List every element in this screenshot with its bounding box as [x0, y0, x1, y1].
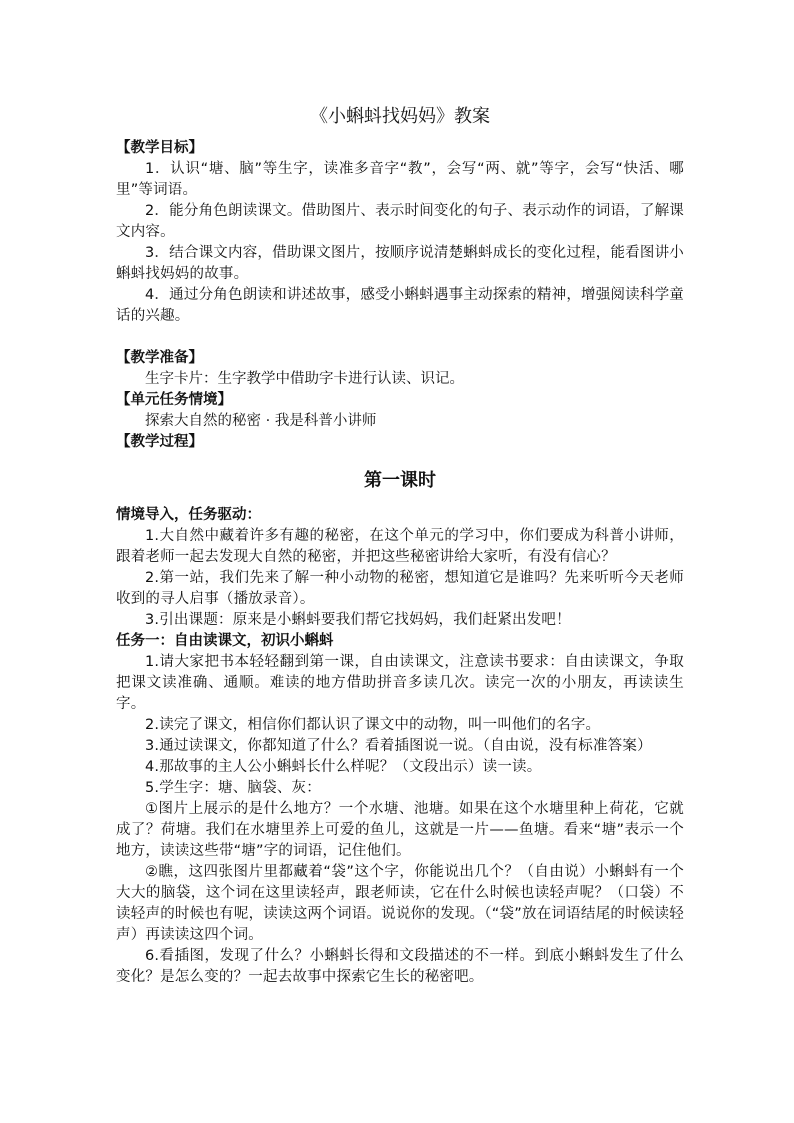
task1-item-1: 1.请大家把书本轻轻翻到第一课，自由读课文，注意读书要求：自由读课文，争取把课文读准确、通顺。难读的地方借助拼音多读几次。读完一次的小朋友，再读读生字。	[116, 654, 684, 712]
preparation-heading: 【教学准备】	[116, 350, 203, 366]
task1-item-3: 3.通过读课文，你都知道了什么？看着插图说一说。（自由说，没有标准答案）	[145, 738, 652, 754]
goals-heading: 【教学目标】	[116, 140, 203, 156]
spacer	[116, 327, 684, 348]
task1-item-5: 5.学生字：塘、脑袋、灰：	[145, 780, 321, 796]
document-title: 《小蝌蚪找妈妈》教案	[310, 106, 490, 127]
unit-task-text: 探索大自然的秘密 · 我是科普小讲师	[145, 413, 377, 429]
lesson-title: 第一课时	[364, 470, 436, 491]
goal-item-2: 2．能分角色朗读课文。借助图片、表示时间变化的句子、表示动作的词语，了解课文内容。	[116, 203, 684, 240]
intro-item-3: 3.引出课题：原来是小蝌蚪要我们帮它找妈妈，我们赶紧出发吧！	[145, 612, 571, 628]
intro-item-1: 1.大自然中藏着许多有趣的秘密，在这个单元的学习中，你们要成为科普小讲师，跟着老师一起去发现大自然的秘密，并把这些秘密讲给大家听，有没有信心？	[116, 528, 684, 565]
unit-task-heading: 【单元任务情境】	[116, 392, 232, 408]
intro-item-2: 2.第一站，我们先来了解一种小动物的秘密，想知道它是谁吗？先来听听今天老师收到的寻人启事（播放录音）。	[116, 570, 684, 607]
goal-item-3: 3．结合课文内容，借助课文图片，按顺序说清楚蝌蚪成长的变化过程，能看图讲小蝌蚪找妈妈的故事。	[116, 245, 684, 282]
task1-item-5a: ①图片上展示的是什么地方？一个水塘、池塘。如果在这个水塘里种上荷花，它就成了？荷塘。我们在水塘里养上可爱的鱼儿，这就是一片——鱼塘。看来“塘”表示一个地方，读读这些带“塘”字的词语，记住他们。	[116, 801, 684, 859]
process-heading: 【教学过程】	[116, 434, 203, 450]
task1-heading: 任务一：自由读课文，初识小蝌蚪	[116, 633, 334, 649]
task1-item-4: 4.那故事的主人公小蝌蚪长什么样呢？（文段出示）读一读。	[145, 759, 542, 775]
task1-item-6: 6.看插图，发现了什么？小蝌蚪长得和文段描述的不一样。到底小蝌蚪发生了什么变化？是怎么变的？一起去故事中探索它生长的秘密吧。	[116, 948, 684, 985]
goal-item-1: 1．认识“塘、脑”等生字，读准多音字“教”，会写“两、就”等字，会写“快活、哪里”等词语。	[116, 161, 684, 198]
task1-item-2: 2.读完了课文，相信你们都认识了课文中的动物，叫一叫他们的名字。	[145, 717, 601, 733]
goal-item-4: 4．通过分角色朗读和讲述故事，感受小蝌蚪遇事主动探索的精神，增强阅读科学童话的兴趣。	[116, 287, 684, 324]
intro-heading: 情境导入，任务驱动：	[116, 507, 261, 523]
document-page	[116, 100, 684, 988]
preparation-text: 生字卡片：生字教学中借助字卡进行认读、识记。	[145, 371, 464, 387]
task1-item-5b: ②瞧，这四张图片里都藏着“袋”这个字，你能说出几个？（自由说）小蝌蚪有一个大大的脑袋，这个词在这里读轻声，跟老师读，它在什么时候也读轻声呢？（口袋）不读轻声的时候也有呢，读读这两个词语。说说你的发现。（“袋”放在词语结尾的时候读轻声）再读读这四个词。	[116, 864, 684, 943]
